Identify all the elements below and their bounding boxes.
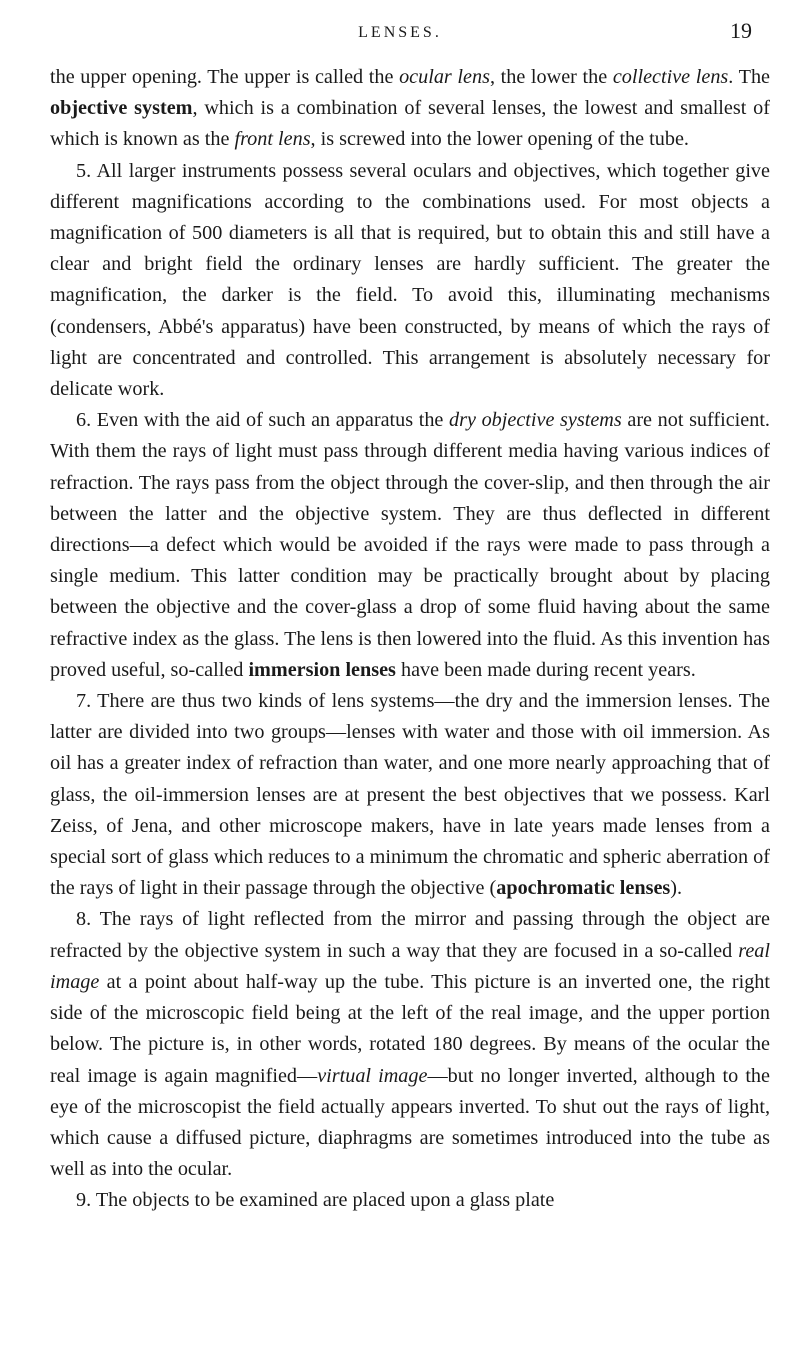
paragraph-7 <box>50 686 770 904</box>
text-run: , the lower the <box>489 66 613 88</box>
text-run: , which is a combination of several lenses, the lowest and smallest of which is known as the <box>50 97 770 151</box>
term-collective-lens: collective lens <box>612 66 729 88</box>
text-run: 8. The rays of light reflected from the mirror and passing through the object are refracted by the objective system in such a way that they are focused in a so-called <box>50 908 770 962</box>
page-number: 19 <box>730 18 752 43</box>
term-ocular-lens: ocular lens <box>399 66 490 88</box>
text-run: , is screwed into the lower opening of the tube. <box>310 128 689 151</box>
text-run: the upper opening. The upper is called the <box>50 66 400 88</box>
paragraph-6 <box>50 405 770 686</box>
paragraph-intro <box>50 62 770 156</box>
term-apochromatic-lenses: apochromatic lenses <box>496 877 671 900</box>
text-run: . The <box>728 66 770 88</box>
body-text <box>50 62 770 1217</box>
term-virtual-image: virtual image <box>317 1064 428 1087</box>
term-dry-objective-systems: dry objective systems <box>449 409 622 432</box>
term-immersion-lenses: immersion lenses <box>248 658 396 681</box>
paragraph-8 <box>50 904 770 1185</box>
text-run: ). <box>670 877 683 900</box>
text-run: have been made during recent years. <box>395 658 696 681</box>
text-run: —but no longer inverted, although to the eye of the microscopist the field actually appears inverted. To shut out the rays of light, which cause a diffused picture, diaphragms are sometimes introduced into the tube as well as into the ocular. <box>50 1064 770 1181</box>
term-real-image: real image <box>50 939 770 993</box>
text-run: at a point about half-way up the tube. This picture is an inverted one, the right side of the microscopic field being at the left of the real image, and the upper portion below. The picture is, in other words, rotated 180 degrees. By means of the ocular the real image is again magnified— <box>50 970 770 1087</box>
text-run: 6. Even with the aid of such an apparatus the <box>76 409 450 432</box>
paragraph-9: 9. The objects to be examined are placed upon a glass plate <box>76 1189 555 1212</box>
running-title: LENSES. <box>358 24 442 41</box>
text-run: are not sufficient. With them the rays of light must pass through different media having various indices of refraction. The rays pass from the object through the cover-slip, and then through the air between the latter and the objective system. They are thus deflected in different directions—a defect which would be avoided if the rays were made to pass through a single medium. This latter condition may be practically brought about by placing between the objective and the cover-glass a drop of some fluid having about the same refractive index as the glass. The lens is then lowered into the fluid. As this invention has proved useful, so-called <box>50 409 770 681</box>
text-run: 7. There are thus two kinds of lens systems—the dry and the immersion lenses. The latter are divided into two groups—lenses with water and those with oil immersion. As oil has a greater index of refraction than water, and one more nearly approaching that of glass, the oil-immersion lenses are at present the best objectives that we possess. Karl Zeiss, of Jena, and other microscope makers, have in late years made lenses from a special sort of glass which reduces to a minimum the chromatic and spheric aberration of the rays of light in their passage through the objective ( <box>50 690 770 900</box>
term-objective-system: objective system <box>50 97 193 120</box>
paragraph-5: 5. All larger instruments possess several oculars and objectives, which together give different magnifications according to the combinations used. For most objects a magnification of 500 diameters is all that is required, but to obtain this and still have a clear and bright field the ordinary lenses are hardly sufficient. The greater the magnification, the darker is the field. To avoid this, illuminating mechanisms (condensers, Abbé's apparatus) have been constructed, by means of which the rays of light are concentrated and controlled. This arrangement is absolutely necessary for delicate work. <box>50 159 770 401</box>
term-front-lens: front lens <box>234 128 311 151</box>
